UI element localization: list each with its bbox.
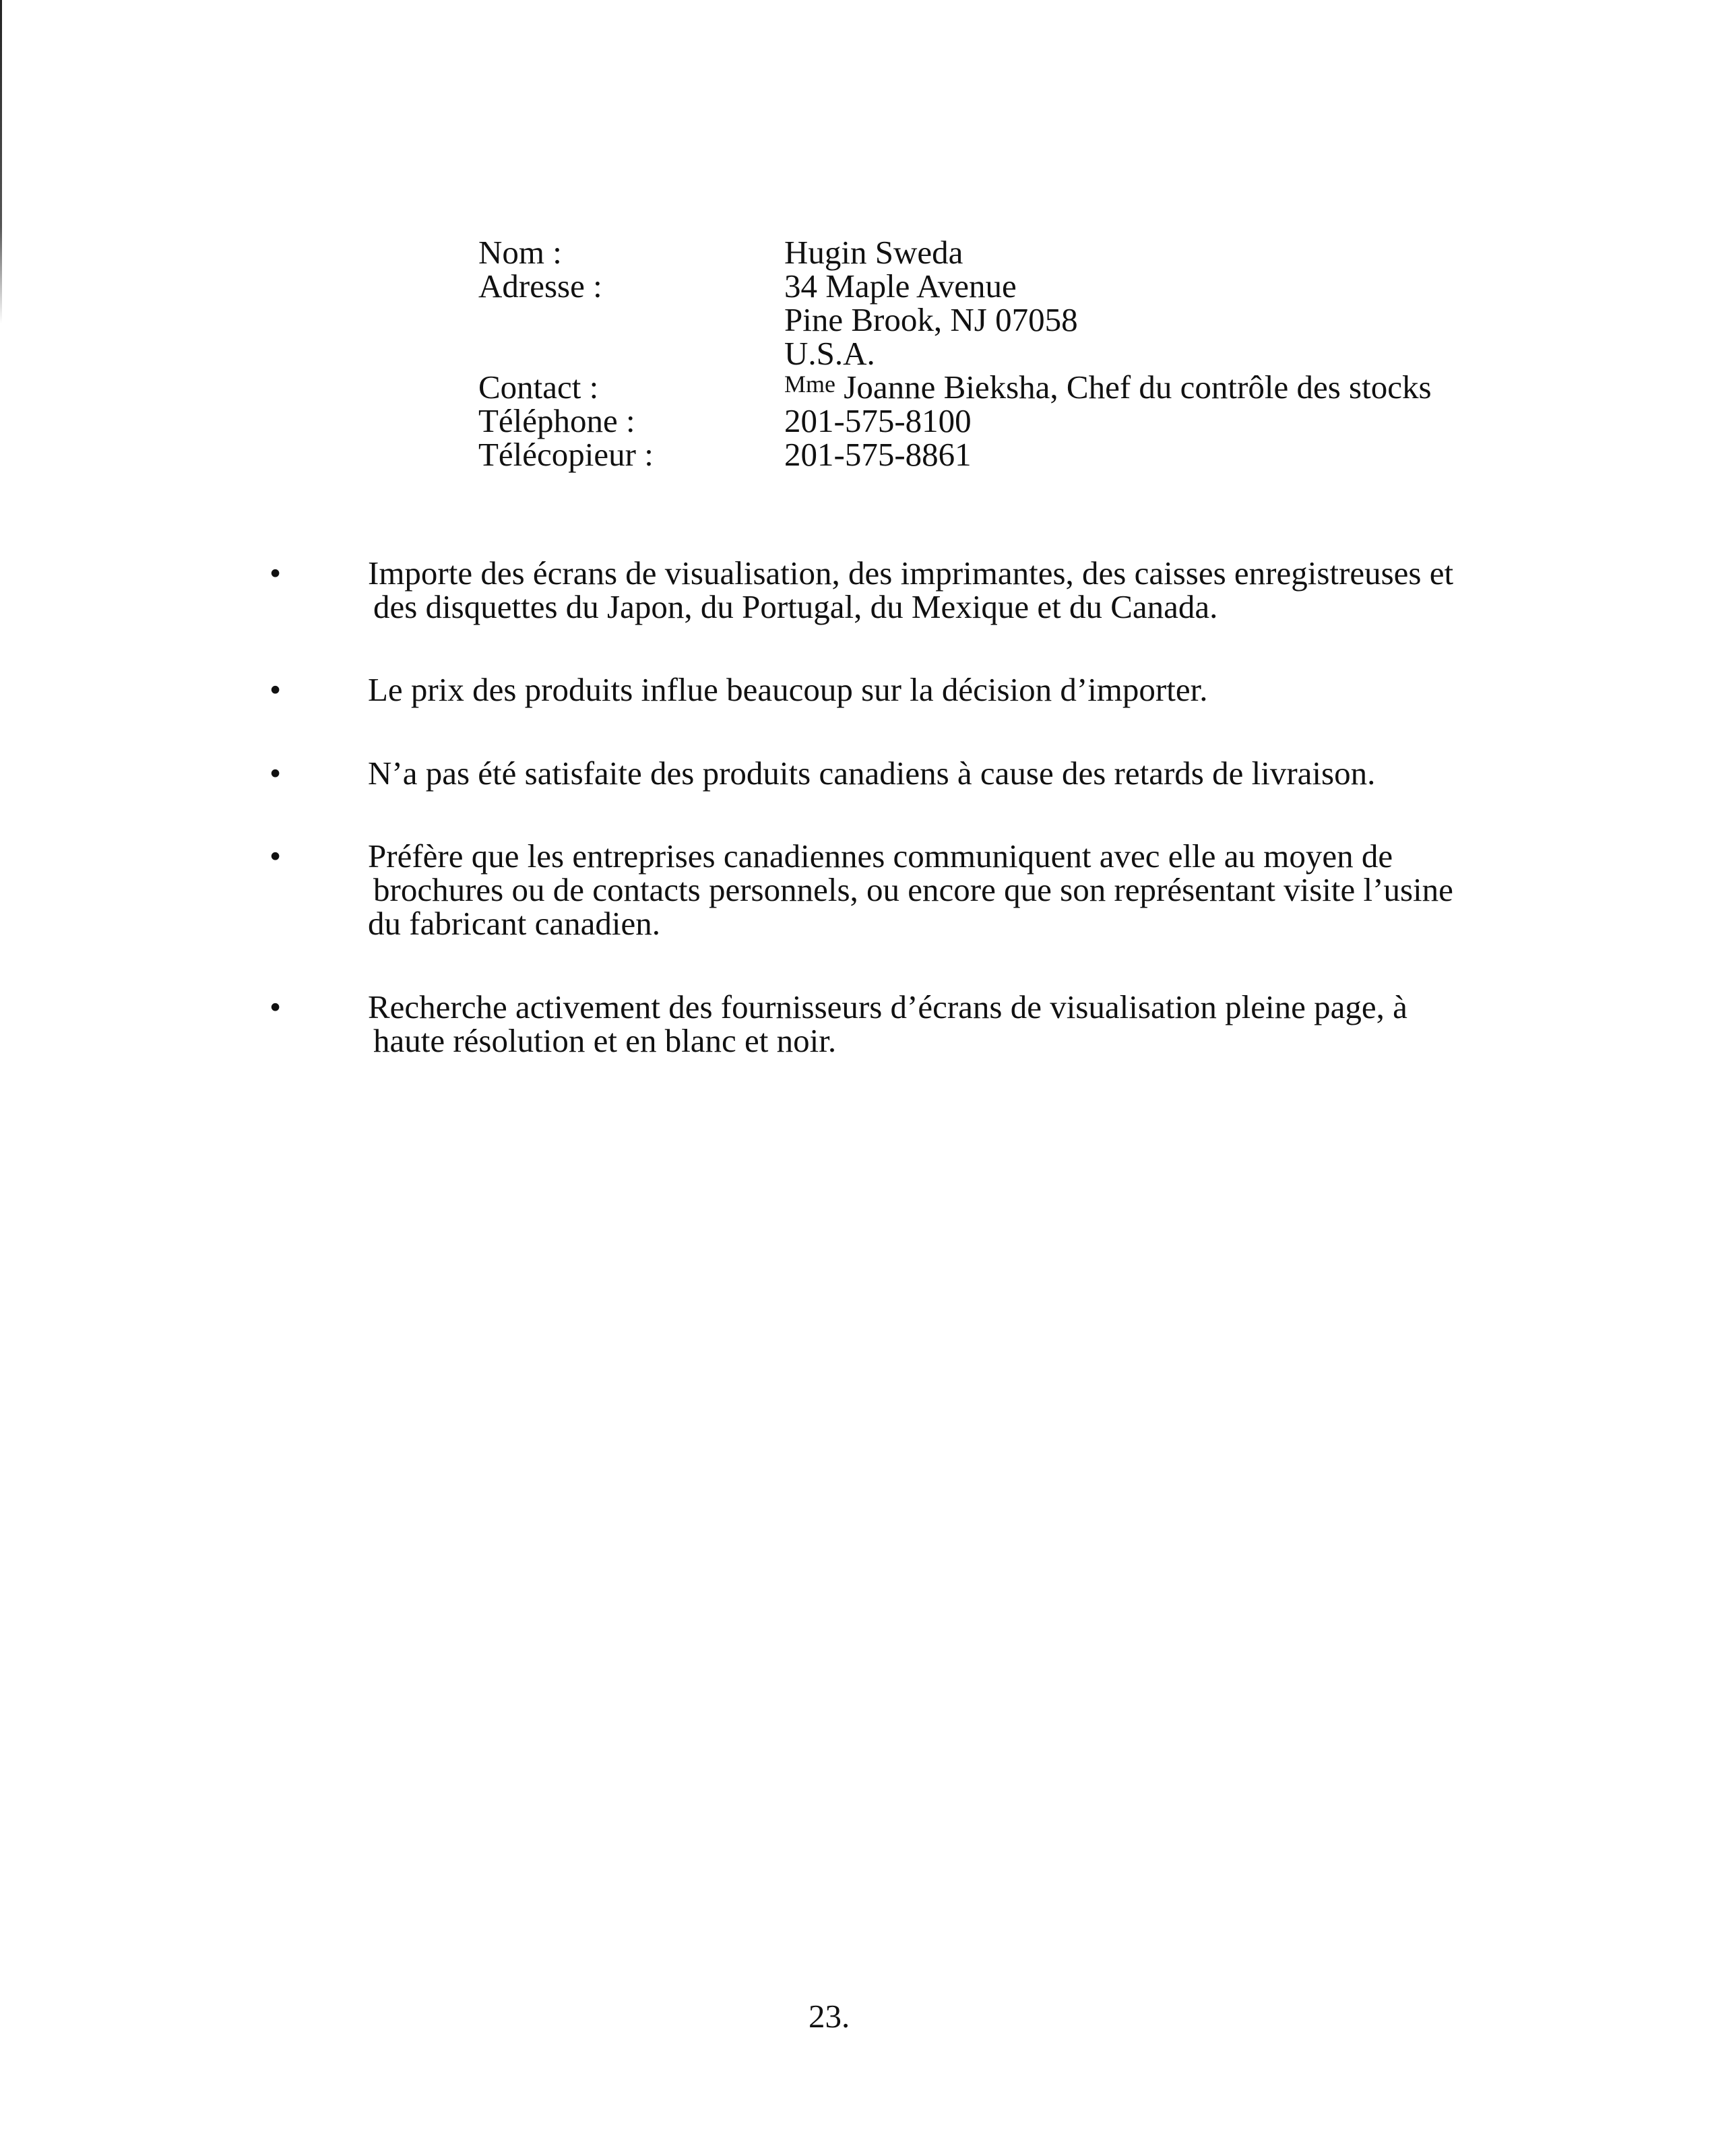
bullet-icon: •: [270, 988, 282, 1025]
bullet-line: Recherche activement des fournisseurs d’écrans de visualisation pleine page, à: [368, 988, 1407, 1025]
bullet-item: [270, 554, 1509, 625]
name-label: Nom :: [478, 234, 562, 271]
bullet-text: [368, 673, 1509, 707]
bullet-text: [368, 554, 1509, 625]
bullet-icon: •: [270, 671, 282, 708]
bullet-line: Le prix des produits influe beaucoup sur la décision d’importer.: [368, 671, 1208, 708]
address-line-2: Pine Brook, NJ 07058: [784, 301, 1078, 338]
contact-value: [784, 371, 1432, 404]
address-label: Adresse :: [478, 267, 602, 305]
bullet-item: [270, 673, 1509, 707]
bullet-text: [368, 990, 1509, 1058]
scan-edge-shadow: [0, 0, 2, 323]
address-row-3: [478, 337, 1432, 371]
contact-name: Joanne Bieksha, Chef du contrôle des stocks: [835, 369, 1432, 406]
bullet-line: des disquettes du Japon, du Portugal, du Mexique et du Canada.: [373, 588, 1218, 625]
bullet-line: Importe des écrans de visualisation, des imprimantes, des caisses enregistreuses et: [368, 554, 1454, 592]
phone-value: 201-575-8100: [784, 402, 972, 439]
bullet-text: [368, 839, 1509, 941]
contact-title-prefix: Mme: [784, 371, 835, 398]
bullet-item: [270, 990, 1509, 1058]
contact-label: Contact :: [478, 369, 599, 406]
name-value: Hugin Sweda: [784, 234, 963, 271]
fax-value: 201-575-8861: [784, 436, 972, 473]
contact-row: [478, 371, 1432, 404]
contact-info-block: [478, 236, 1432, 472]
bullet-line: du fabricant canadien.: [368, 905, 660, 942]
phone-label: Téléphone :: [478, 402, 635, 439]
bullet-icon: •: [270, 554, 282, 592]
bullet-item: [270, 839, 1509, 941]
name-row: [478, 236, 1432, 270]
address-line-3: U.S.A.: [784, 335, 875, 372]
address-row-2: [478, 303, 1432, 337]
bullet-text: [368, 757, 1509, 790]
page-number: 23.: [809, 1998, 850, 2035]
address-line-1: 34 Maple Avenue: [784, 267, 1017, 305]
phone-row: [478, 404, 1432, 438]
fax-row: [478, 438, 1432, 472]
address-row: [478, 267, 1432, 305]
bullet-line: Préfère que les entreprises canadiennes communiquent avec elle au moyen de: [368, 837, 1393, 875]
bullet-line: N’a pas été satisfaite des produits canadiens à cause des retards de livraison.: [368, 755, 1376, 792]
bullet-line: brochures ou de contacts personnels, ou encore que son représentant visite l’usine: [373, 871, 1453, 908]
fax-label: Télécopieur :: [478, 436, 654, 473]
bullet-list: [270, 554, 1509, 1059]
bullet-line: haute résolution et en blanc et noir.: [373, 1022, 837, 1059]
bullet-item: [270, 757, 1509, 790]
bullet-icon: •: [270, 837, 282, 875]
bullet-icon: •: [270, 755, 282, 792]
